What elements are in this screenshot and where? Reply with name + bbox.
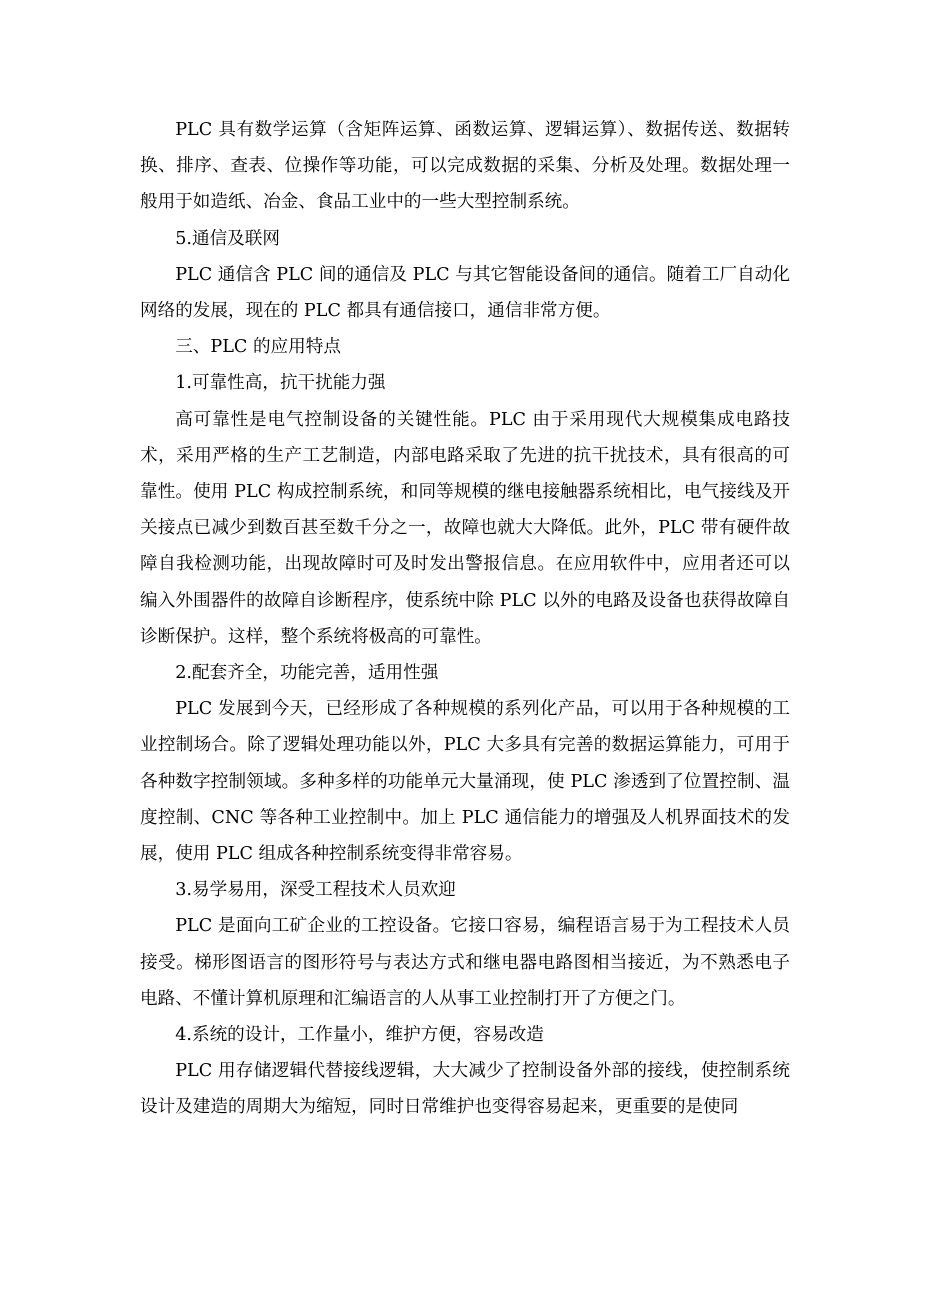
heading-reliability: 1.可靠性高，抗干扰能力强 bbox=[175, 373, 386, 394]
document-page bbox=[140, 112, 790, 1126]
paragraph-system-design: PLC 用存储逻辑代替接线逻辑，大大减少了控制设备外部的接线，使控制系统设计及建造的周期大为缩短，同时日常维护也变得容易起来，更重要的是使同 bbox=[140, 1061, 790, 1118]
heading-complete-functions: 2.配套齐全，功能完善，适用性强 bbox=[175, 663, 439, 684]
heading-communication-networking: 5.通信及联网 bbox=[175, 228, 280, 249]
heading-easy-to-learn: 3.易学易用，深受工程技术人员欢迎 bbox=[175, 880, 456, 901]
heading-system-design: 4.系统的设计，工作量小，维护方便，容易改造 bbox=[175, 1025, 544, 1046]
paragraph-data-processing: PLC 具有数学运算（含矩阵运算、函数运算、逻辑运算）、数据传送、数据转换、排序、查表、位操作等功能，可以完成数据的采集、分析及处理。数据处理一般用于如造纸、冶金、食品工业中的一些大型控制系统。 bbox=[140, 120, 790, 213]
heading-application-features: 三、PLC 的应用特点 bbox=[175, 337, 341, 358]
paragraph-plc-communication: PLC 通信含 PLC 间的通信及 PLC 与其它智能设备间的通信。随着工厂自动化网络的发展，现在的 PLC 都具有通信接口，通信非常方便。 bbox=[140, 264, 790, 322]
paragraph-reliability: 高可靠性是电气控制设备的关键性能。PLC 由于采用现代大规模集成电路技术，采用严格的生产工艺制造，内部电路采取了先进的抗干扰技术，具有很高的可靠性。使用 PLC 构成控制系统，和同等规模的继电接触器系统相比，电气接线及开关接点已减少到数百甚至数千分之一，故障也就大大降低。此外，PLC 带有硬件故障自我检测功能，出现故障时可及时发出警报信息。在应用软件中，应用者还可以编入外围器件的故障自诊断程序，使系统中除 PLC 以外的电路及设备也获得故障自诊断保护。这样，整个系统将极高的可靠性。 bbox=[140, 409, 790, 647]
paragraph-easy-to-learn: PLC 是面向工矿企业的工控设备。它接口容易，编程语言易于为工程技术人员接受。梯形图语言的图形符号与表达方式和继电器电路图相当接近，为不熟悉电子电路、不懂计算机原理和汇编语言的人从事工业控制打开了方便之门。 bbox=[140, 916, 790, 1009]
paragraph-complete-functions: PLC 发展到今天，已经形成了各种规模的系列化产品，可以用于各种规模的工业控制场合。除了逻辑处理功能以外，PLC 大多具有完善的数据运算能力，可用于各种数字控制领域。多种多样的功能单元大量涌现，使 PLC 渗透到了位置控制、温度控制、CNC 等各种工业控制中。加上 PLC 通信能力的增强及人机界面技术的发展，使用 PLC 组成各种控制系统变得非常容易。 bbox=[140, 699, 790, 865]
